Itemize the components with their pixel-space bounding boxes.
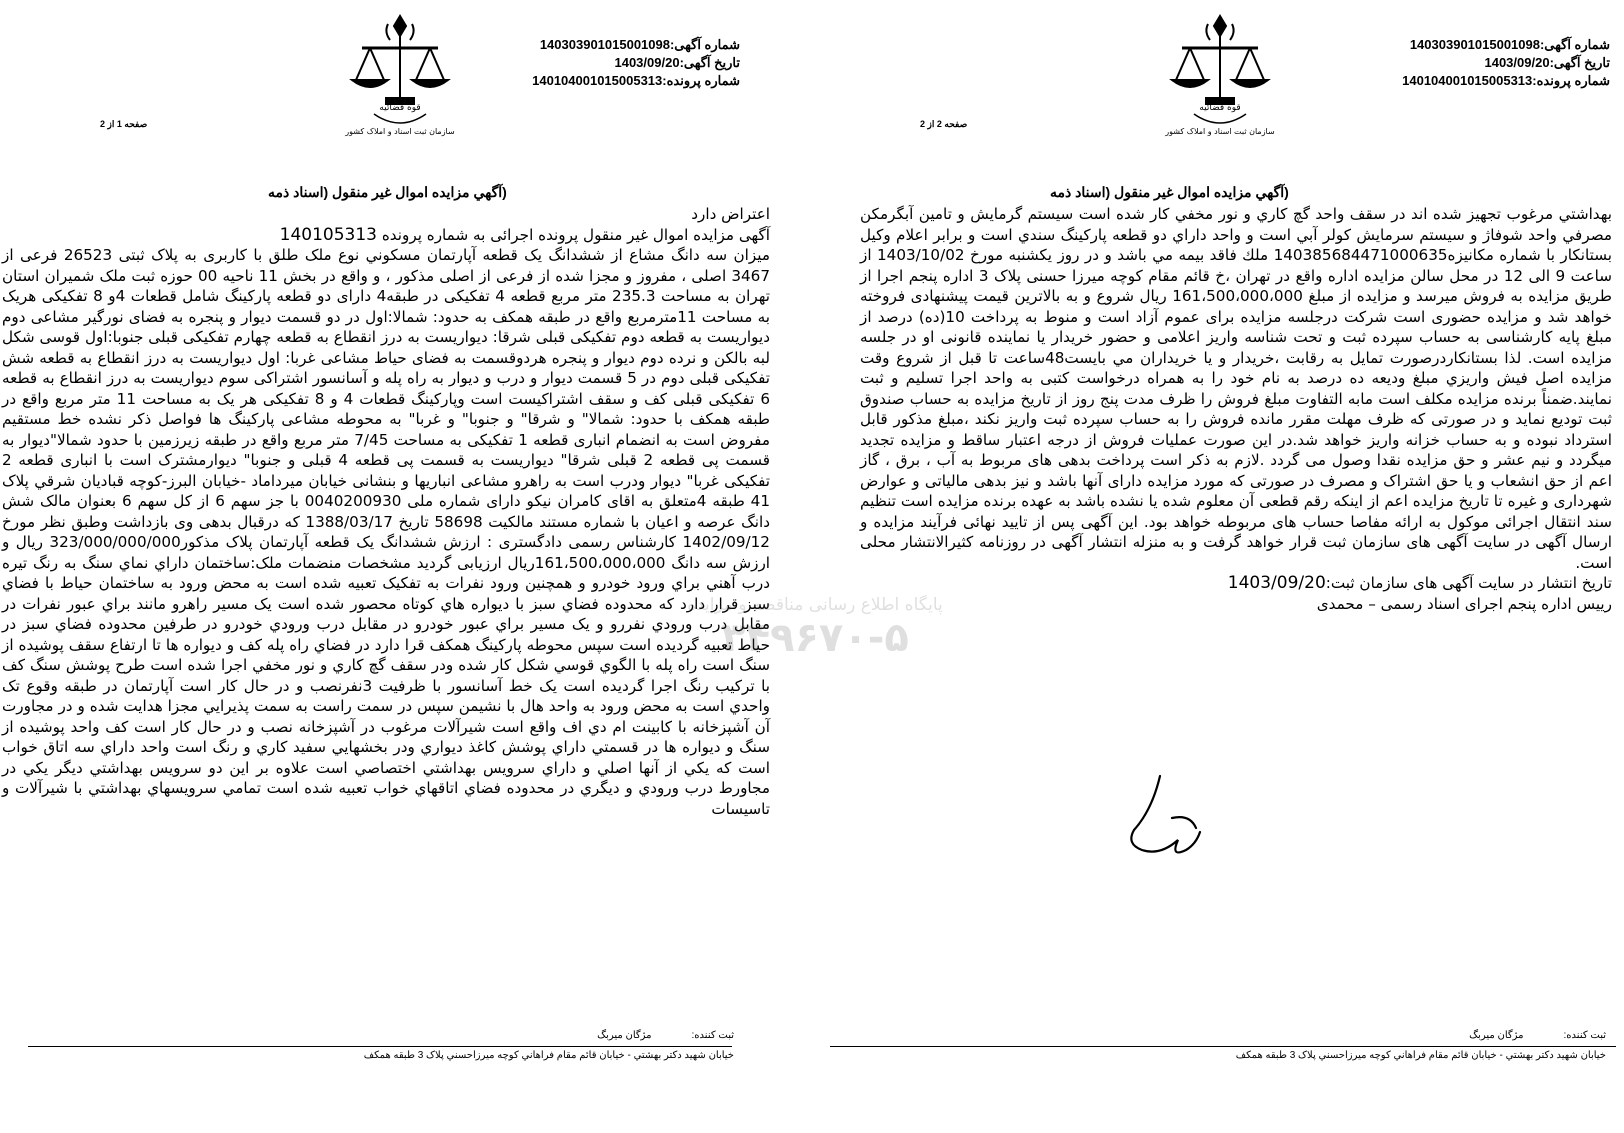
watermark-site-label: پايگاه اطلاع رسانی مناقصه و مزايده — [687, 595, 943, 615]
emblem-caption-bottom: سازمان ثبت اسناد و املاک كشور — [1165, 127, 1275, 136]
body-text: ميزان سه دانگ مشاع از ششدانگ يک قطعه آپارتمان مسكوني نوع ملک طلق با كاربری به پلاک ثبتی 26523 فرعی از 3467 اصلی ، مفروز و مجزا شده از فرعی از اصلی مذكور ، و واقع در بخش 11 ناحيه 00 حوزه ثبت ملک شميران استان تهران به مساحت 235.3 متر مربع قطعه 4 تفكيكی در طبقه4 دارای دو قطعه پاركينگ شامل قطعات 4و 8 تفكيكی هريک به مساحت 11مترمربع واقع در طبقه همكف به حدود: شمالا:اول در دو قسمت ديوار و پنجره به فضای نورگير مشاعی دوم ديواريست به قطعه دوم تفكيكی قبلی شرقا: ديواريست به درز انقطاع به قطعه چهارم تفكيكی قبلی جنوبا:اول قوسی شكل لبه بالكن و نرده دوم ديوار و پنجره هردوقسمت به فضای حياط مشاعی غربا: اول ديواريست به درز انقطاع به قطعه شش تفكيكی قبلی دوم در 5 قسمت ديوار و درب و ديوار به راه پله و آسانسور اشتراكی سوم ديواريست به درز انقطاع به قطعه 6 تفكيكی قبلی كف و سقف اشتراكيست است وپاركينگ قطعات 4 و 8 تفكيكی هر يک به مساحت 11 متر مربع واقع در طبقه همكف با حدود: شمالا" و شرقا" و جنوبا" و غربا" به محوطه مشاعی پاركينگ ها فواصل ذكر نشده خط مستقيم مفروض است به انضمام انباری قطعه 1 تفكيكی به مساحت 7/45 متر مربع واقع در طبقه زيرزمين با حدود شمالا"ديوار به قسمت پی قطعه 2 قبلی شرقا" ديواريست به قسمت پی قطعه 4 قبلی و جنوبا" ديوارمشترک است با انباری قطعه 2 تفكيكی غربا" ديوار ودرب است به راهرو مشاعی انباريها و بنشانی خيابان ميرداماد -خيابان البرز-كوچه قباديان شرقي پلاک 41 طبقه 4متعلق به اقای كامران نيكو دارای شماره ملی 0040200930 با جز سهم 6 از كل سهم 6 بعنوان مالک شش دانگ عرصه و اعيان با شماره مستند مالكيت 58698 تاريخ 1388/03/17 كه درقبال بدهی وی بازداشت وطبق نظر مورخ 1402/09/12 كارشناس رسمی دادگستری : ارزش ششدانگ يک قطعه آپارتمان پلاک مذكور323/000/000/000 ريال و ارزش سه دانگ 161،500،000،000ريال ارزيابی گرديد مشخصات منضمات ملک:ساختمان داراي نماي سنگ به رنگ تيره درب آهني براي ورود خودرو و همچنين ورود نفرات به تفكيک تعبيه شده است به محض ورود به ساختمان حياط با فضاي سبز قرار دارد كه محدوده فضاي سبز با ديواره هاي كوتاه محصور شده است يک مسير راهرو مانند براي عبور نفرات در مقابل درب ورودي نفررو و يک مسير براي عبور خودرو در مقابل درب ورودي خودرو در طرفين محدوده فضاي سبز در حياط تعبيه گرديده است سپس محوطه پاركينگ همكف قرا دارد در فضاي راه پله كف و ديواره ها تا ارتفاع سقف پوشيده از سنگ است راه پله با الگوي قوسي شكل كار شده ودر سقف گچ كاري و نور مخفي اجرا شده است طرح پوشش سنگ كف با تركيب رنگ اجرا گرديده است يک خط آسانسور با ظرفيت 3نفرنصب و در حال كار است آپارتمان در طبقه وقوع تک واحدي است به محض ورود به واحد هال با نشيمن سپس در سمت راست به سمت پذيرايي مجزا هدايت شده و در مجاورت آن آشپزخانه با كابينت ام دي اف واقع است شيرآلات مرغوب در آشپزخانه نصب و در حال كار است كف واحد پوشيده از سنگ و ديواره ها در قسمتي داراي پوشش كاغذ ديواري ودر بخشهايي سفيد كاري و رنگ است واحد داراي سه اتاق خواب است كه يكي از آنها اصلي و داراي سرويس بهداشتي اختصاصي است علاوه بر اين دو سرويس بهداشتي ديگر يكي در مجاورط درب ورودي و ديگري در محدوده فضاي اتاقهاي خواب تعبيه شده است تمامي سرويسهاي بهداشتي با شيرآلات و تاسيسات — [2, 246, 771, 818]
ad-number-label: شماره آگهی: — [1539, 37, 1610, 52]
handwritten-signature-icon — [1100, 770, 1210, 870]
footer-divider — [830, 1046, 1616, 1047]
ad-body — [860, 204, 1612, 614]
ad-title: (آگهي مزايده اموال غير منقول (اسناد ذمه — [1050, 184, 1289, 200]
ad-number: 140303901015001098 — [539, 37, 670, 52]
registrar-line — [597, 1030, 734, 1041]
ad-metadata — [532, 36, 740, 90]
heading-number: 140105313 — [279, 224, 377, 245]
heading-line — [2, 225, 770, 246]
ad-number-label: شماره آگهی: — [669, 37, 740, 52]
file-number-label: شماره پرونده: — [662, 73, 740, 88]
ad-date: 1403/09/20 — [614, 55, 680, 70]
page-indicator: صفحه 2 از 2 — [920, 119, 968, 129]
emblem-caption-top: قوه قضائيه — [1199, 103, 1241, 113]
registrar-label: ثبت كننده: — [691, 1030, 734, 1041]
ad-date-label: تاريخ آگهی: — [1549, 55, 1610, 70]
registrar-label: ثبت كننده: — [1563, 1030, 1606, 1041]
judiciary-emblem-icon — [1160, 10, 1280, 140]
ad-body — [2, 204, 770, 819]
emblem-caption-bottom: سازمان ثبت اسناد و املاک كشور — [345, 127, 455, 136]
publish-date: 1403/09/20 — [1227, 573, 1326, 593]
ad-title: (آگهي مزايده اموال غير منقول (اسناد ذمه — [268, 184, 507, 200]
footer-divider — [28, 1046, 732, 1047]
document-page-2 — [850, 0, 1624, 1133]
registrar-name: مژگان ميربگ — [1469, 1030, 1524, 1041]
heading-text: آگهی مزايده اموال غير منقول پرونده اجرائی به شماره پرونده — [381, 225, 770, 244]
footer-address: خيابان شهيد دكتر بهشتي - خيابان قائم مقام فراهاني كوچه ميرزاحسني پلاک 3 طبقه همكف — [363, 1050, 734, 1061]
footer-address: خيابان شهيد دكتر بهشتي - خيابان قائم مقام فراهاني كوچه ميرزاحسني پلاک 3 طبقه همكف — [1235, 1050, 1606, 1061]
publish-label: تاريخ انتشار در سايت آگهی های سازمان ثبت: — [1325, 574, 1612, 592]
registrar-name: مژگان ميربگ — [597, 1030, 652, 1041]
signatory: رييس اداره پنجم اجرای اسناد رسمی – محمدی — [1316, 594, 1612, 613]
document-page-1 — [0, 0, 790, 1133]
file-number-label: شماره پرونده: — [1532, 73, 1610, 88]
registrar-line — [1469, 1030, 1606, 1041]
ad-metadata — [1402, 36, 1610, 90]
ad-number: 140303901015001098 — [1409, 37, 1540, 52]
judiciary-emblem-icon — [340, 10, 460, 140]
page-indicator: صفحه 1 از 2 — [100, 119, 148, 129]
publish-line — [860, 573, 1612, 594]
ad-date-label: تاريخ آگهی: — [679, 55, 740, 70]
file-number: 140104001015005313 — [532, 73, 663, 88]
file-number: 140104001015005313 — [1402, 73, 1533, 88]
emblem-caption-top: قوه قضائيه — [379, 103, 421, 113]
ad-date: 1403/09/20 — [1484, 55, 1550, 70]
watermark-phone: ۳۴۹۶۷۰-۵ — [721, 615, 909, 661]
intro-line: اعتراض دارد — [691, 205, 770, 223]
body-text: بهداشتي مرغوب تجهيز شده اند در سقف واحد گچ كاري و نور مخفي كار شده است سيستم گرمايش و تامين آبگرمكن مصرفي واحد شوفاژ و سيستم سرمايش كولر آبي است و واحد داراي دو قطعه پاركينگ سندي است و برابر اعلام وكيل بستانكار با شماره مكانيزه140385684471000635 ملك فاقد بيمه مي باشد و در روز يكشنبه مورخ 1403/10/02 از ساعت 9 الی 12 در محل سالن مزايده اداره واقع در تهران ،خ قائم مقام كوچه ميرزا حسنی پلاک 3 اداره پنجم اجرا از طريق مزايده به فروش ميرسد و مزايده از مبلغ 161،500،000،000 ريال شروع و به بالاترين قيمت پيشنهادی فروخته خواهد شد و مزايده حضوری است شركت درجلسه مزايده برای عموم آزاد است و منوط به پرداخت 10(ده) درصد از مبلغ پايه كارشناسی به حساب سپرده ثبت و تحت شناسه واريز اعلامی و حضور خريدار يا نماينده قانونی او در جلسه مزايده است. لذا بستانكاردرصورت تمايل به رقابت ،خريدار و يا خريداران مي بايست48ساعت تا قبل از شروع وقت مزايده اصل فيش واريزي مبلغ وديعه ده درصد به نام خود را به همراه درخواست كتبی به واحد اجرا تسليم و ثبت نمايند.ضمناً برنده مزايده مكلف است مابه التفاوت مبلغ فروش را ظرف مدت پنج روز از تاريخ مزايده به حساب صندوق ثبت توديع نمايد و در صورتی كه ظرف مهلت مقرر مانده فروش را به حساب سپرده ثبت واريز نكند ،مبلغ مذكور قابل استرداد نبوده و به حساب خزانه واريز خواهد شد.در اين صورت عمليات فروش از درجه اعتبار ساقط و مزايده تجديد ميگردد و نيم عشر و حق مزايده نقدا وصول می گردد .لازم به ذكر است پرداخت بدهی های مربوط به آب ، برق ، گاز اعم از حق انشعاب و يا حق اشتراک و مصرف در صورتی كه مورد مزايده دارای آنها باشد و نيز بدهی مالياتی و عوارض شهرداری و غيره تا تاريخ مزايده اعم از اينكه رقم قطعی آن معلوم شده يا نشده باشد به عهده برنده مزايده است تنظيم سند انتقال اجرائی موكول به ارائه مفاصا حساب های مربوطه خواهد بود. اين آگهی پس از تاييد نهائی فرآيند مزايده و ارسال آگهی در سايت آگهی های سازمان ثبت قرار خواهد گرفت و به منزله انتشار آگهی در روزنامه كثيرالانتشار محلی است. — [860, 205, 1613, 572]
